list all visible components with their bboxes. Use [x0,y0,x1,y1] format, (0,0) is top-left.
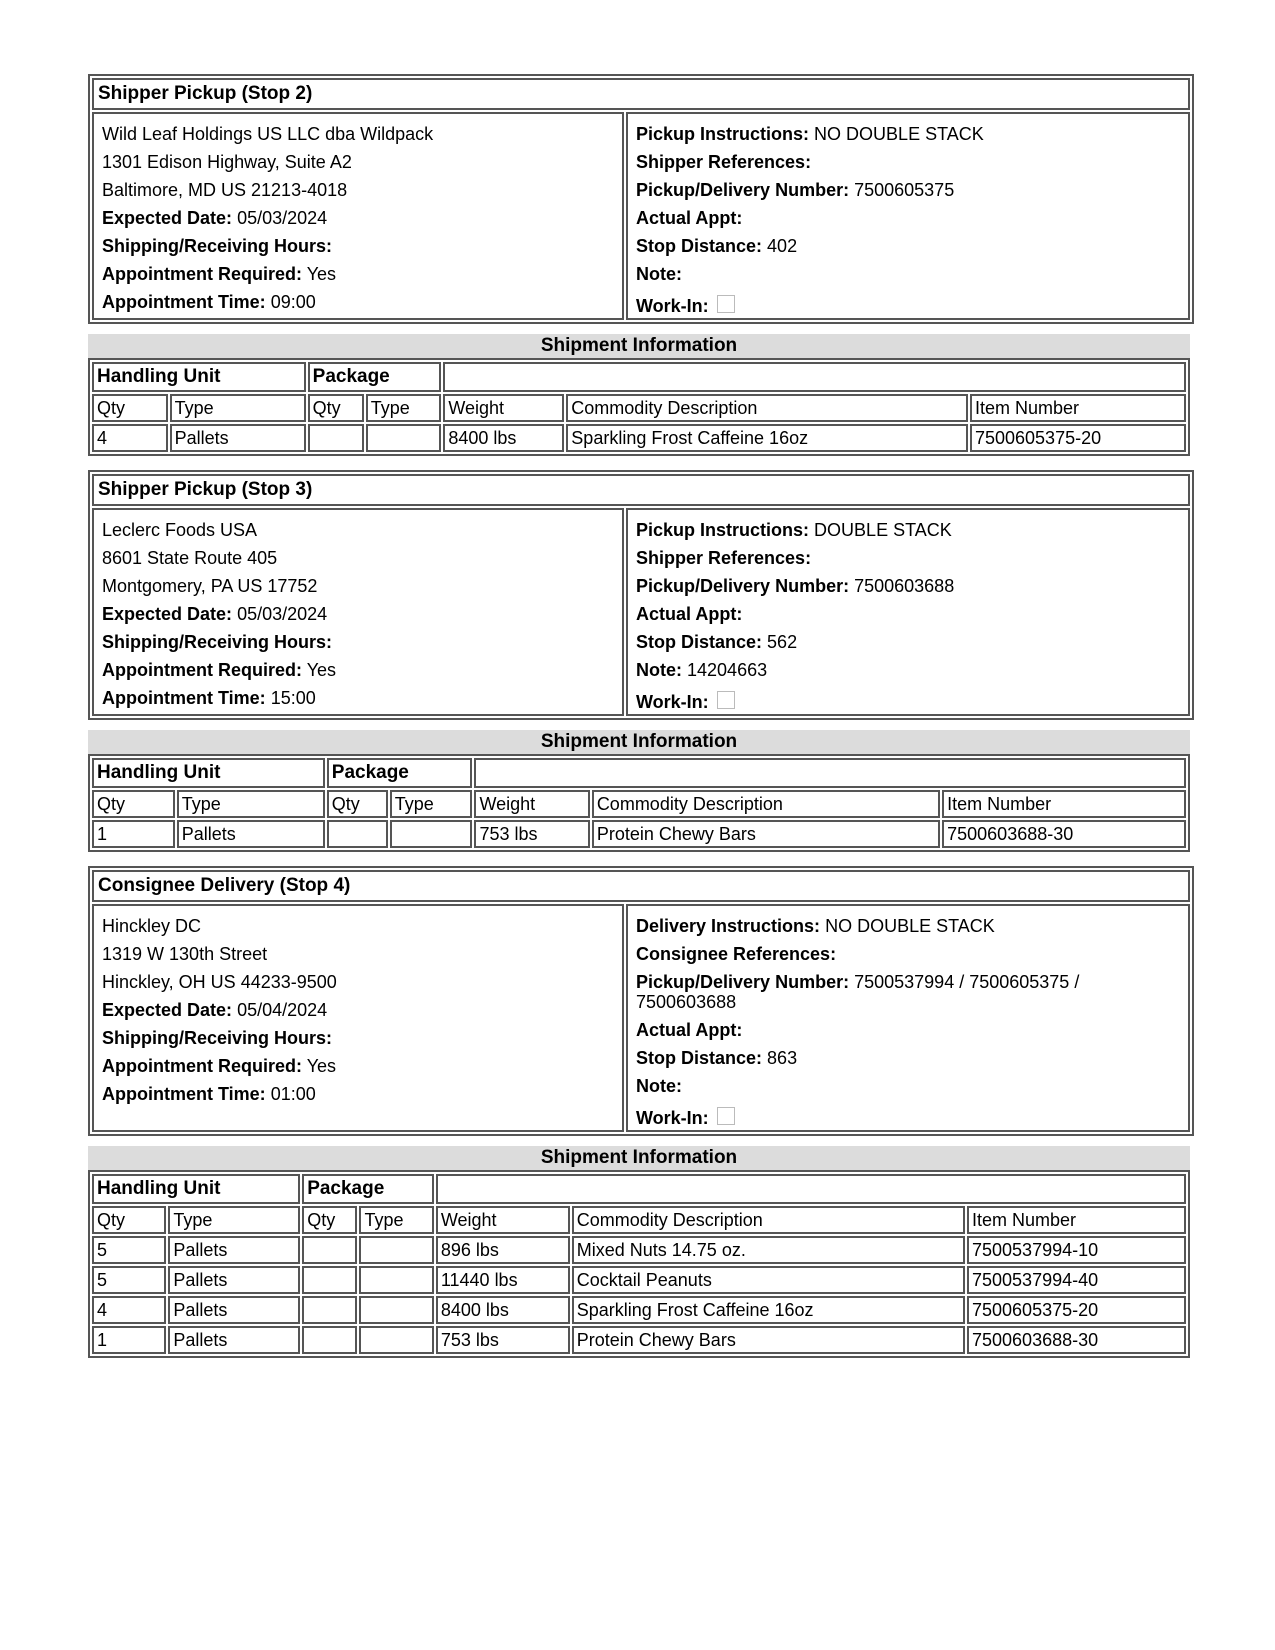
cell: 7500605375-20 [970,424,1186,452]
blank-header [436,1174,1186,1204]
stop-address-panel [92,904,624,1132]
handling-unit-header: Handling Unit [92,1174,300,1204]
appointment-required: Appointment Required: Yes [102,1056,337,1076]
stop-distance: Stop Distance: 562 [636,632,798,652]
expected-date: Expected Date: 05/03/2024 [102,604,328,624]
stop-title: Shipper Pickup (Stop 3) [92,474,1190,506]
work-in: Work-In: [636,292,1180,320]
cell: 753 lbs [474,820,589,848]
shipment-heading: Shipment Information [88,1146,1190,1170]
stop-block [88,866,1194,1136]
instructions: Pickup Instructions: NO DOUBLE STACK [636,124,984,144]
stop-block [88,74,1194,324]
cell [390,820,473,848]
col-header: Qty [92,790,175,818]
package-header: Package [302,1174,434,1204]
col-header: Type [170,394,306,422]
cell: Sparkling Frost Caffeine 16oz [566,424,968,452]
table-row [92,820,1186,848]
col-header: Item Number [967,1206,1186,1234]
cell: 7500537994-10 [967,1236,1186,1264]
stop-details-panel [626,508,1190,716]
cell [359,1266,433,1294]
col-header: Type [390,790,473,818]
col-header: Weight [436,1206,570,1234]
work-in-checkbox[interactable] [717,691,735,709]
stop-body [92,904,1190,1132]
cell: 8400 lbs [443,424,564,452]
group-header-row [92,362,1186,392]
address-line-1: 1319 W 130th Street [102,944,268,964]
table-row [92,1266,1186,1294]
appointment-time: Appointment Time: 09:00 [102,292,316,312]
expected-date: Expected Date: 05/04/2024 [102,1000,328,1020]
note: Note: [636,264,682,284]
col-header: Type [366,394,442,422]
cell: 4 [92,424,168,452]
col-header: Commodity Description [572,1206,965,1234]
shipment-table [88,358,1190,456]
cell [302,1236,357,1264]
column-header-row [92,790,1186,818]
appointment-time: Appointment Time: 15:00 [102,688,316,708]
address-line-1: 8601 State Route 405 [102,548,278,568]
references: Shipper References: [636,548,812,568]
address-line-1: 1301 Edison Highway, Suite A2 [102,152,352,172]
group-header-row [92,758,1186,788]
column-header-row [92,394,1186,422]
shipment-heading: Shipment Information [88,730,1190,754]
col-header: Type [177,790,325,818]
cell: Mixed Nuts 14.75 oz. [572,1236,965,1264]
cell [359,1326,433,1354]
stop-address-panel [92,112,624,320]
shipping-hours: Shipping/Receiving Hours: [102,632,333,652]
address-line-2: Baltimore, MD US 21213-4018 [102,180,348,200]
cell: Pallets [170,424,306,452]
table-row [92,1326,1186,1354]
references: Consignee References: [636,944,837,964]
col-header: Qty [92,394,168,422]
cell: 896 lbs [436,1236,570,1264]
col-header: Qty [92,1206,166,1234]
work-in: Work-In: [636,688,1180,716]
stop-address-panel [92,508,624,716]
table-row [92,1296,1186,1324]
actual-appt: Actual Appt: [636,604,743,624]
cell: 753 lbs [436,1326,570,1354]
actual-appt: Actual Appt: [636,208,743,228]
package-header: Package [327,758,473,788]
cell: 1 [92,820,175,848]
table-row [92,1236,1186,1264]
cell: Sparkling Frost Caffeine 16oz [572,1296,965,1324]
package-header: Package [308,362,442,392]
stop-title: Shipper Pickup (Stop 2) [92,78,1190,110]
expected-date: Expected Date: 05/03/2024 [102,208,328,228]
address-line-2: Hinckley, OH US 44233-9500 [102,972,337,992]
shipment-heading: Shipment Information [88,334,1190,358]
cell: Pallets [168,1266,300,1294]
group-header-row [92,1174,1186,1204]
cell [302,1326,357,1354]
pickup-delivery-number: Pickup/Delivery Number: 7500537994 / 7500605375 / 7500603688 [636,972,1080,1012]
address-line-2: Montgomery, PA US 17752 [102,576,318,596]
cell [327,820,388,848]
col-header: Qty [327,790,388,818]
col-header: Commodity Description [566,394,968,422]
stop-body [92,508,1190,716]
company-name: Wild Leaf Holdings US LLC dba Wildpack [102,124,434,144]
appointment-time: Appointment Time: 01:00 [102,1084,316,1104]
cell: Pallets [168,1236,300,1264]
stop-title: Consignee Delivery (Stop 4) [92,870,1190,902]
cell: 7500603688-30 [942,820,1186,848]
col-header: Type [168,1206,300,1234]
stop-body [92,112,1190,320]
cell [302,1266,357,1294]
instructions: Delivery Instructions: NO DOUBLE STACK [636,916,995,936]
cell: Cocktail Peanuts [572,1266,965,1294]
cell: Pallets [177,820,325,848]
pickup-delivery-number: Pickup/Delivery Number: 7500605375 [636,180,955,200]
stop-distance: Stop Distance: 863 [636,1048,798,1068]
stop-distance: Stop Distance: 402 [636,236,798,256]
company-name: Hinckley DC [102,916,202,936]
note: Note: 14204663 [636,660,768,680]
col-header: Item Number [942,790,1186,818]
col-header: Qty [308,394,364,422]
stop-block [88,470,1194,720]
work-in: Work-In: [636,1104,1180,1132]
company-name: Leclerc Foods USA [102,520,258,540]
col-header: Commodity Description [592,790,940,818]
cell [359,1296,433,1324]
table-row [92,424,1186,452]
shipping-hours: Shipping/Receiving Hours: [102,1028,333,1048]
work-in-checkbox[interactable] [717,1107,735,1125]
cell: 8400 lbs [436,1296,570,1324]
shipment-information [88,730,1190,852]
cell [302,1296,357,1324]
shipment-information [88,1146,1190,1358]
blank-header [474,758,1186,788]
shipping-hours: Shipping/Receiving Hours: [102,236,333,256]
work-in-checkbox[interactable] [717,295,735,313]
handling-unit-header: Handling Unit [92,362,306,392]
references: Shipper References: [636,152,812,172]
cell: 7500603688-30 [967,1326,1186,1354]
cell [308,424,364,452]
cell: 7500605375-20 [967,1296,1186,1324]
cell: 5 [92,1266,166,1294]
appointment-required: Appointment Required: Yes [102,264,337,284]
instructions: Pickup Instructions: DOUBLE STACK [636,520,952,540]
cell [366,424,442,452]
cell: 5 [92,1236,166,1264]
cell: Protein Chewy Bars [592,820,940,848]
cell: Pallets [168,1296,300,1324]
note: Note: [636,1076,682,1096]
cell: 11440 lbs [436,1266,570,1294]
col-header: Type [359,1206,433,1234]
col-header: Item Number [970,394,1186,422]
stop-details-panel [626,112,1190,320]
blank-header [443,362,1186,392]
cell: 7500537994-40 [967,1266,1186,1294]
actual-appt: Actual Appt: [636,1020,743,1040]
cell [359,1236,433,1264]
shipment-table [88,754,1190,852]
cell: Protein Chewy Bars [572,1326,965,1354]
col-header: Weight [443,394,564,422]
shipment-table [88,1170,1190,1358]
appointment-required: Appointment Required: Yes [102,660,337,680]
cell: 1 [92,1326,166,1354]
column-header-row [92,1206,1186,1234]
col-header: Qty [302,1206,357,1234]
col-header: Weight [474,790,589,818]
pickup-delivery-number: Pickup/Delivery Number: 7500603688 [636,576,955,596]
cell: 4 [92,1296,166,1324]
cell: Pallets [168,1326,300,1354]
handling-unit-header: Handling Unit [92,758,325,788]
shipment-information [88,334,1190,456]
stop-details-panel [626,904,1190,1132]
